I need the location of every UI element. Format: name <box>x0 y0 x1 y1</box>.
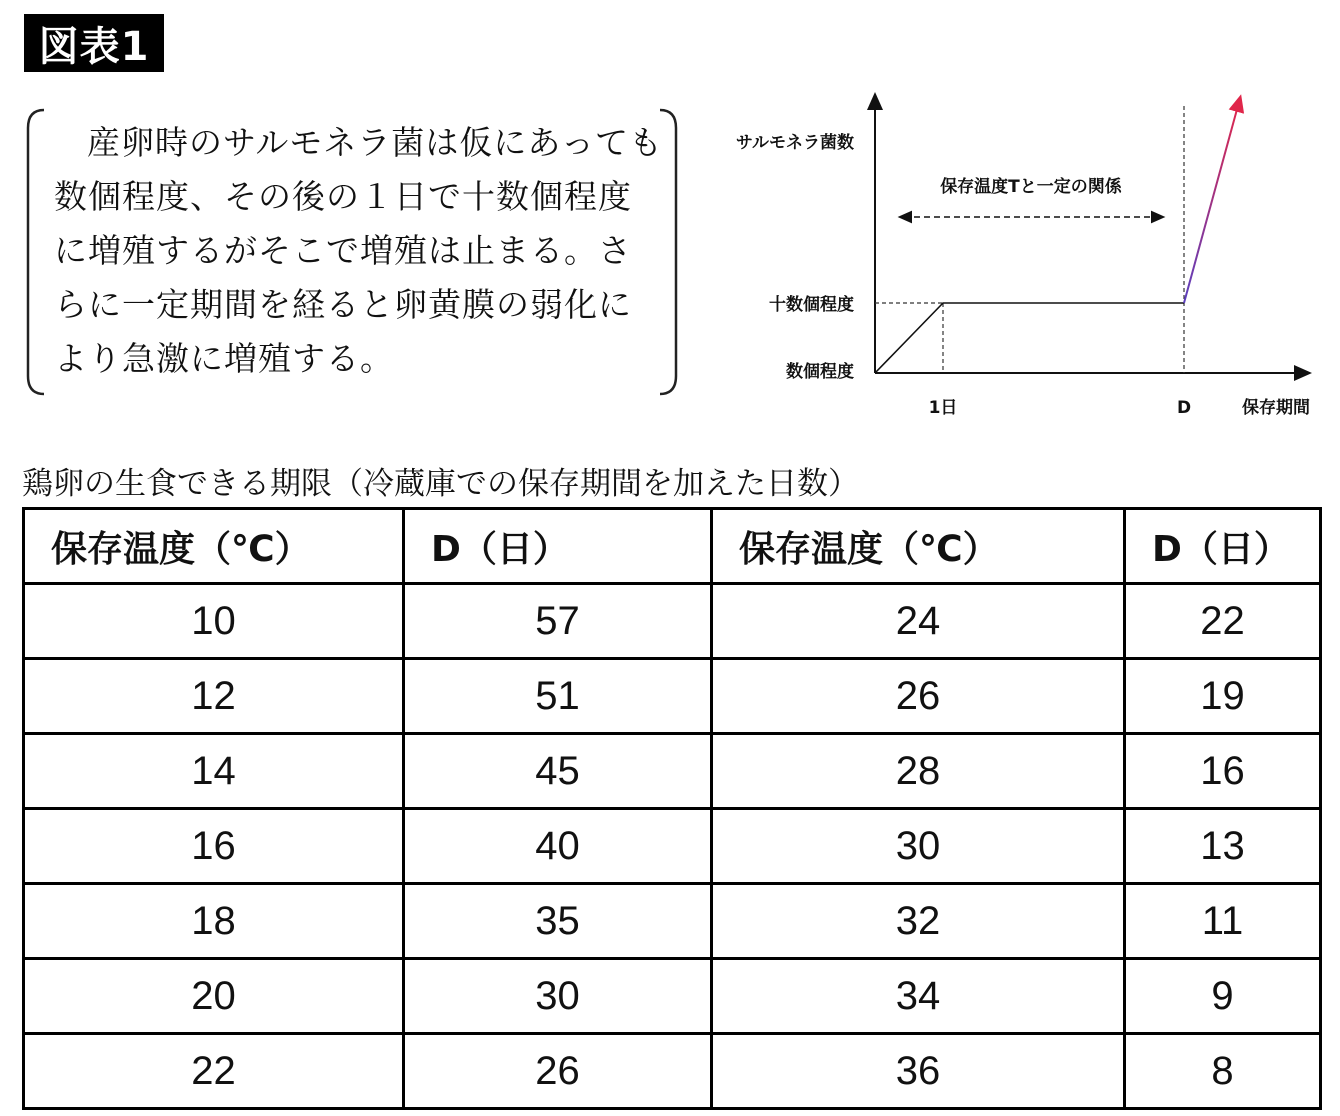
cell-temp-left: 10 <box>24 584 404 659</box>
cell-temp-right: 34 <box>712 959 1125 1034</box>
y-tick-start: 数個程度 <box>786 362 854 382</box>
note-box <box>24 108 680 398</box>
growth-diagram <box>690 80 1330 430</box>
y-tick-plateau: 十数個程度 <box>769 295 854 315</box>
cell-temp-right: 28 <box>712 734 1125 809</box>
rapid-growth-arrow <box>1184 102 1239 303</box>
cell-d-right: 19 <box>1125 659 1321 734</box>
table-row <box>24 959 1321 1034</box>
shelf-life-table <box>22 507 1322 1110</box>
cell-temp-right: 26 <box>712 659 1125 734</box>
growth-diagram-svg <box>690 80 1330 430</box>
table-title: 鶏卵の生食できる期限（冷蔵庫での保存期間を加えた日数） <box>22 466 859 502</box>
cell-temp-right: 32 <box>712 884 1125 959</box>
table-header-row <box>24 509 1321 584</box>
figure-label: 図表1 <box>24 14 164 72</box>
cell-temp-left: 18 <box>24 884 404 959</box>
x-axis-label: 保存期間 <box>1242 398 1310 418</box>
cell-d-left: 40 <box>404 809 712 884</box>
table-row <box>24 734 1321 809</box>
cell-d-left: 26 <box>404 1034 712 1109</box>
table-row <box>24 659 1321 734</box>
cell-temp-left: 14 <box>24 734 404 809</box>
header-temp-right: 保存温度（℃） <box>712 509 1125 584</box>
cell-temp-right: 24 <box>712 584 1125 659</box>
x-tick-day1: 1日 <box>928 398 958 418</box>
cell-d-left: 45 <box>404 734 712 809</box>
x-tick-d: D <box>1176 398 1192 418</box>
cell-d-left: 35 <box>404 884 712 959</box>
cell-temp-left: 12 <box>24 659 404 734</box>
cell-d-left: 57 <box>404 584 712 659</box>
table-row <box>24 884 1321 959</box>
growth-line <box>875 303 1184 373</box>
cell-d-right: 22 <box>1125 584 1321 659</box>
cell-temp-right: 30 <box>712 809 1125 884</box>
table-row <box>24 809 1321 884</box>
y-axis-label: サルモネラ菌数 <box>735 133 854 153</box>
cell-d-right: 11 <box>1125 884 1321 959</box>
cell-d-left: 51 <box>404 659 712 734</box>
cell-d-right: 8 <box>1125 1034 1321 1109</box>
table-row <box>24 584 1321 659</box>
cell-temp-left: 16 <box>24 809 404 884</box>
cell-temp-left: 20 <box>24 959 404 1034</box>
annotation-label: 保存温度Tと一定の関係 <box>940 177 1122 197</box>
cell-d-right: 13 <box>1125 809 1321 884</box>
header-d-left: D（日） <box>404 509 712 584</box>
header-d-right: D（日） <box>1125 509 1321 584</box>
cell-temp-left: 22 <box>24 1034 404 1109</box>
table-row <box>24 1034 1321 1109</box>
note-text: 産卵時のサルモネラ菌は仮にあっても数個程度、その後の１日で十数個程度に増殖するがそこで増殖は止まる。さらに一定期間を経ると卵黄膜の弱化により急激に増殖する。 <box>54 123 664 378</box>
cell-d-right: 9 <box>1125 959 1321 1034</box>
cell-d-right: 16 <box>1125 734 1321 809</box>
header-temp-left: 保存温度（℃） <box>24 509 404 584</box>
cell-temp-right: 36 <box>712 1034 1125 1109</box>
cell-d-left: 30 <box>404 959 712 1034</box>
